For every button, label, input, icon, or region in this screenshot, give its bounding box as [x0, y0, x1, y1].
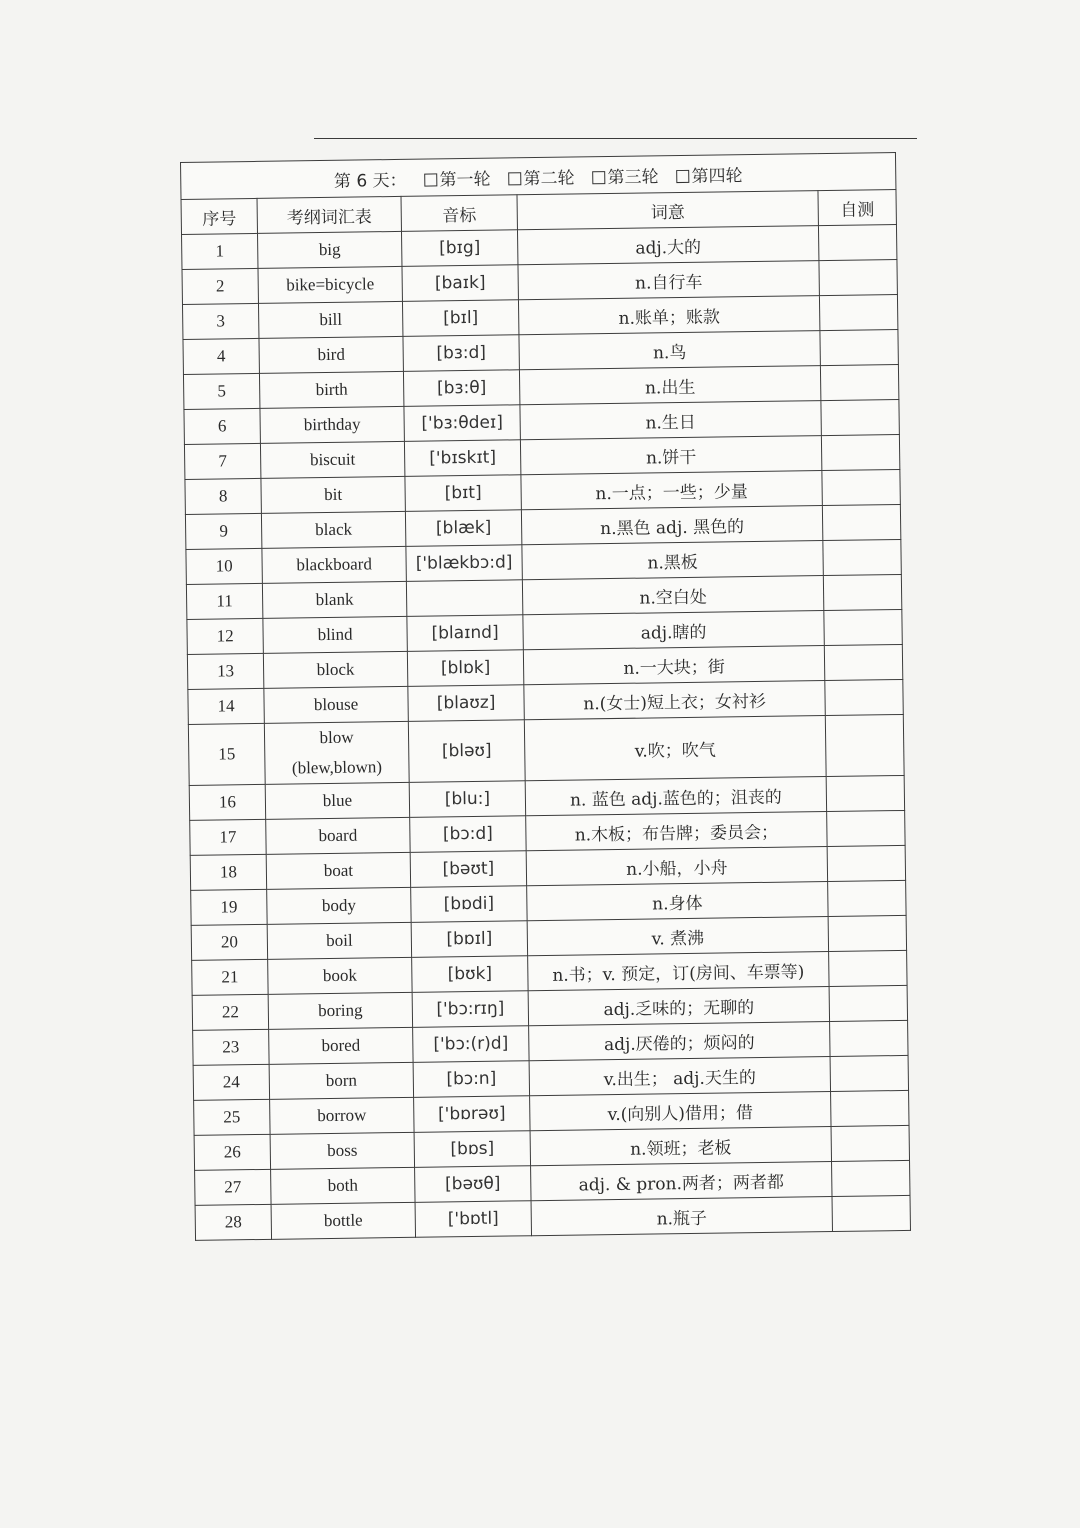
row-meaning: n.自行车 [518, 261, 819, 300]
row-number: 19 [191, 889, 267, 925]
row-word: black [261, 511, 405, 548]
top-rule-line [314, 138, 917, 139]
row-word: birth [259, 371, 403, 408]
row-word: blank [262, 581, 406, 618]
row-phonetic: [blaʊz] [408, 685, 524, 722]
row-number: 16 [189, 784, 265, 820]
self-test-cell[interactable] [827, 845, 905, 881]
row-phonetic: [bɪl] [402, 300, 518, 337]
self-test-cell[interactable] [822, 469, 900, 505]
row-word-forms: (blew,blown) [291, 757, 383, 778]
row-word: blind [263, 616, 407, 653]
row-number: 12 [187, 618, 263, 654]
row-number: 17 [190, 819, 266, 855]
row-number: 28 [195, 1204, 271, 1240]
row-phonetic: [blaɪnd] [407, 615, 523, 652]
row-meaning: adj.大的 [517, 226, 818, 265]
row-number: 22 [192, 994, 268, 1030]
self-test-cell[interactable] [822, 504, 900, 540]
round-1-option[interactable]: 第一轮 [424, 169, 490, 190]
row-meaning: n.身体 [527, 882, 828, 921]
row-word: bill [258, 301, 402, 338]
row-phonetic: ['bɒrəʊ] [414, 1096, 530, 1133]
row-number: 21 [192, 959, 268, 995]
self-test-cell[interactable] [825, 679, 903, 715]
row-meaning: n.黑色 adj. 黑色的 [521, 506, 822, 545]
row-word: block [263, 651, 407, 688]
row-word: boat [266, 852, 410, 889]
row-meaning: adj.乏味的；无聊的 [528, 987, 829, 1026]
row-word: born [269, 1062, 413, 1099]
row-phonetic: [bɒdi] [411, 886, 527, 923]
row-phonetic: [bɪt] [405, 475, 521, 512]
row-number: 13 [187, 653, 263, 689]
checkbox-icon[interactable] [592, 171, 605, 184]
row-phonetic: [bɜ:θ] [403, 370, 519, 407]
day-label: 第 6 天： [333, 170, 407, 192]
self-test-cell[interactable] [826, 775, 904, 811]
row-phonetic [406, 580, 522, 617]
self-test-cell[interactable] [821, 399, 899, 435]
table-row [188, 714, 904, 785]
row-word: bike=bicycle [258, 266, 402, 303]
row-number: 5 [183, 373, 259, 409]
self-test-cell[interactable] [824, 609, 902, 645]
row-phonetic: [bɪg] [401, 230, 517, 267]
row-phonetic: [bləʊ] [408, 720, 525, 783]
row-number: 27 [195, 1169, 271, 1205]
row-number: 18 [190, 854, 266, 890]
row-number: 11 [186, 583, 262, 619]
row-number: 4 [183, 338, 259, 374]
row-meaning: n.黑板 [522, 541, 823, 580]
round-3-option[interactable]: 第三轮 [592, 167, 658, 188]
vocab-rows [182, 225, 911, 1241]
self-test-cell[interactable] [830, 1020, 908, 1056]
row-word: boss [270, 1132, 414, 1169]
col-header-meaning: 词意 [517, 191, 818, 230]
row-phonetic: ['blækbɔ:d] [406, 545, 522, 582]
row-meaning: v. 煮沸 [527, 917, 828, 956]
row-phonetic: [baɪk] [402, 265, 518, 302]
row-number: 1 [182, 233, 258, 269]
self-test-cell[interactable] [829, 950, 907, 986]
row-phonetic: [bɒs] [414, 1131, 530, 1168]
self-test-cell[interactable] [818, 225, 896, 261]
row-word: both [271, 1167, 415, 1204]
row-word: blouse [264, 686, 408, 723]
row-number: 14 [188, 688, 264, 724]
row-meaning: n.小船，小舟 [526, 847, 827, 886]
round-4-option[interactable]: 第四轮 [676, 166, 742, 187]
row-word: bit [261, 476, 405, 513]
row-phonetic: [blɒk] [407, 650, 523, 687]
row-meaning: n.一大块；街 [523, 646, 824, 685]
row-number: 2 [182, 268, 258, 304]
row-phonetic: [bɔ:d] [410, 816, 526, 853]
row-meaning: n.领班；老板 [530, 1127, 831, 1166]
self-test-cell[interactable] [820, 364, 898, 400]
self-test-cell[interactable] [828, 915, 906, 951]
self-test-cell[interactable] [819, 294, 897, 330]
row-phonetic: [blu:] [409, 781, 525, 818]
self-test-cell[interactable] [829, 985, 907, 1021]
row-number: 9 [185, 513, 261, 549]
row-number: 20 [191, 924, 267, 960]
row-number: 24 [193, 1064, 269, 1100]
row-word: bored [269, 1027, 413, 1064]
self-test-cell[interactable] [828, 880, 906, 916]
self-test-cell[interactable] [831, 1125, 909, 1161]
checkbox-icon[interactable] [508, 172, 521, 185]
self-test-cell[interactable] [825, 714, 904, 776]
row-phonetic: [bəʊt] [410, 851, 526, 888]
self-test-cell[interactable] [832, 1160, 910, 1196]
row-meaning: n.生日 [520, 401, 821, 440]
row-number: 3 [182, 303, 258, 339]
row-word-base: blow [319, 727, 354, 748]
col-header-number: 序号 [181, 198, 257, 234]
row-word: boring [268, 992, 412, 1029]
self-test-cell[interactable] [823, 574, 901, 610]
row-meaning: n.书；v. 预定，订(房间、车票等) [528, 952, 829, 991]
row-number: 25 [194, 1099, 270, 1135]
row-phonetic: ['bɔ:(r)d] [413, 1026, 529, 1063]
row-meaning: n. 蓝色 adj.蓝色的；沮丧的 [525, 777, 826, 816]
row-number: 6 [184, 408, 260, 444]
row-meaning: n.一点；一些；少量 [521, 471, 822, 510]
row-number: 10 [186, 548, 262, 584]
row-meaning: v.出生； adj.天生的 [529, 1057, 830, 1096]
row-word: birthday [260, 406, 404, 443]
self-test-cell[interactable] [832, 1195, 910, 1231]
col-header-self-test: 自测 [818, 190, 896, 226]
row-word: big [258, 231, 402, 268]
row-meaning: adj. & pron.两者；两者都 [531, 1162, 832, 1201]
vocab-sheet [180, 152, 910, 1241]
row-number: 8 [185, 478, 261, 514]
row-meaning: n.鸟 [519, 331, 820, 370]
row-word [264, 721, 409, 784]
row-word: bottle [271, 1202, 415, 1239]
row-number: 23 [193, 1029, 269, 1065]
row-word: boil [267, 922, 411, 959]
col-header-word: 考纲词汇表 [257, 196, 401, 233]
self-test-cell[interactable] [820, 329, 898, 365]
row-number: 26 [194, 1134, 270, 1170]
row-word: blackboard [262, 546, 406, 583]
self-test-cell[interactable] [824, 644, 902, 680]
round-2-option[interactable]: 第二轮 [508, 168, 574, 189]
row-number: 15 [188, 723, 265, 785]
row-phonetic: ['bɜ:θdeɪ] [404, 405, 520, 442]
row-meaning: n.木板；布告牌；委员会； [526, 812, 827, 851]
row-meaning: adj.厌倦的；烦闷的 [529, 1022, 830, 1061]
row-meaning: n.(女士)短上衣；女衬衫 [524, 681, 825, 720]
row-meaning: n.空白处 [522, 576, 823, 615]
self-test-cell[interactable] [819, 259, 897, 295]
row-meaning: v.(向别人)借用；借 [530, 1092, 831, 1131]
checkbox-icon[interactable] [424, 173, 437, 186]
vocab-table [180, 152, 911, 1241]
row-word: biscuit [260, 441, 404, 478]
row-word: borrow [270, 1097, 414, 1134]
row-phonetic: [blæk] [405, 510, 521, 547]
self-test-cell[interactable] [821, 434, 899, 470]
row-number: 7 [184, 443, 260, 479]
row-meaning: v.吹；吹气 [524, 716, 826, 781]
checkbox-icon[interactable] [676, 169, 689, 182]
self-test-cell[interactable] [830, 1055, 908, 1091]
self-test-cell[interactable] [827, 810, 905, 846]
col-header-phonetic: 音标 [401, 195, 517, 232]
row-phonetic: ['bɪskɪt] [404, 440, 520, 477]
row-phonetic: [bʊk] [412, 956, 528, 993]
row-phonetic: ['bɒtl] [415, 1201, 531, 1238]
row-word: bird [259, 336, 403, 373]
row-meaning: n.饼干 [520, 436, 821, 475]
row-meaning: n.瓶子 [531, 1196, 832, 1235]
row-phonetic: ['bɔ:rɪŋ] [412, 991, 528, 1028]
row-phonetic: [bɔ:n] [413, 1061, 529, 1098]
row-word: board [266, 817, 410, 854]
self-test-cell[interactable] [823, 539, 901, 575]
row-meaning: n.账单；账款 [518, 296, 819, 335]
row-phonetic: [bɜ:d] [403, 335, 519, 372]
self-test-cell[interactable] [831, 1090, 909, 1126]
row-phonetic: [bəʊθ] [415, 1166, 531, 1203]
row-meaning: n.出生 [519, 366, 820, 405]
row-word: blue [265, 782, 409, 819]
row-word: body [267, 887, 411, 924]
row-phonetic: [bɒɪl] [411, 921, 527, 958]
row-word: book [268, 957, 412, 994]
row-meaning: adj.瞎的 [523, 611, 824, 650]
